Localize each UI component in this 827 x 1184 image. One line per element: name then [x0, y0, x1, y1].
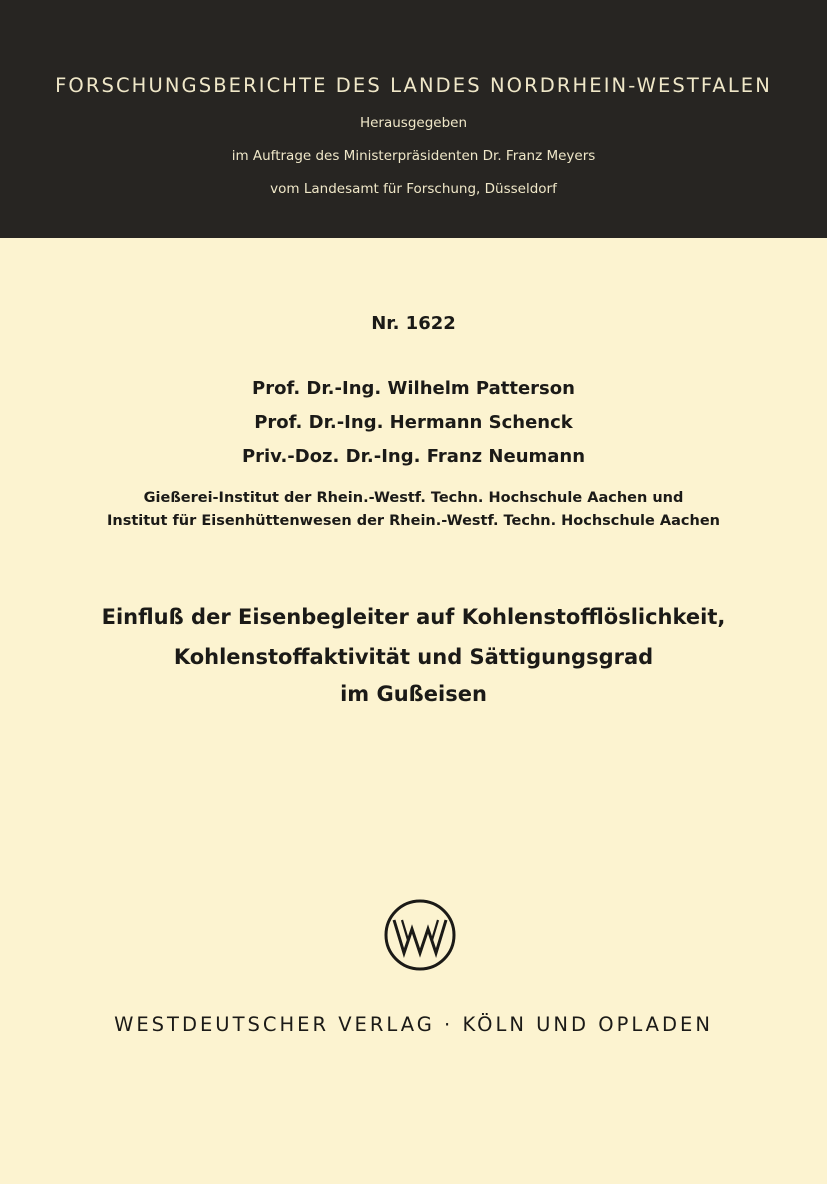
book-title-line-3: im Gußeisen: [340, 682, 487, 706]
publisher-note-line-2: im Auftrage des Ministerpräsidenten Dr. Franz Meyers: [231, 148, 596, 164]
author-3: Priv.-Doz. Dr.-Ing. Franz Neumann: [241, 446, 586, 467]
author-2: Prof. Dr.-Ing. Hermann Schenck: [254, 412, 573, 433]
header-band: [0, 0, 827, 238]
book-title-line-2: Kohlenstoffaktivität und Sättigungsgrad: [173, 645, 654, 669]
report-number: Nr. 1622: [371, 313, 456, 334]
book-title-line-1: Einfluß der Eisenbegleiter auf Kohlenstofflöslichkeit,: [101, 605, 726, 629]
author-1: Prof. Dr.-Ing. Wilhelm Patterson: [252, 378, 575, 399]
publisher-note-line-3: vom Landesamt für Forschung, Düsseldorf: [270, 181, 557, 197]
publisher-imprint: WESTDEUTSCHER VERLAG · KÖLN UND OPLADEN: [114, 1013, 713, 1036]
ww-circle-logo-icon: [383, 898, 457, 972]
series-title: FORSCHUNGSBERICHTE DES LANDES NORDRHEIN-WESTFALEN: [55, 74, 772, 97]
institute-line-1: Gießerei-Institut der Rhein.-Westf. Techn. Hochschule Aachen und: [143, 490, 684, 506]
publisher-note-line-1: Herausgegeben: [359, 115, 468, 131]
institute-line-2: Institut für Eisenhüttenwesen der Rhein.-Westf. Techn. Hochschule Aachen: [107, 513, 720, 529]
